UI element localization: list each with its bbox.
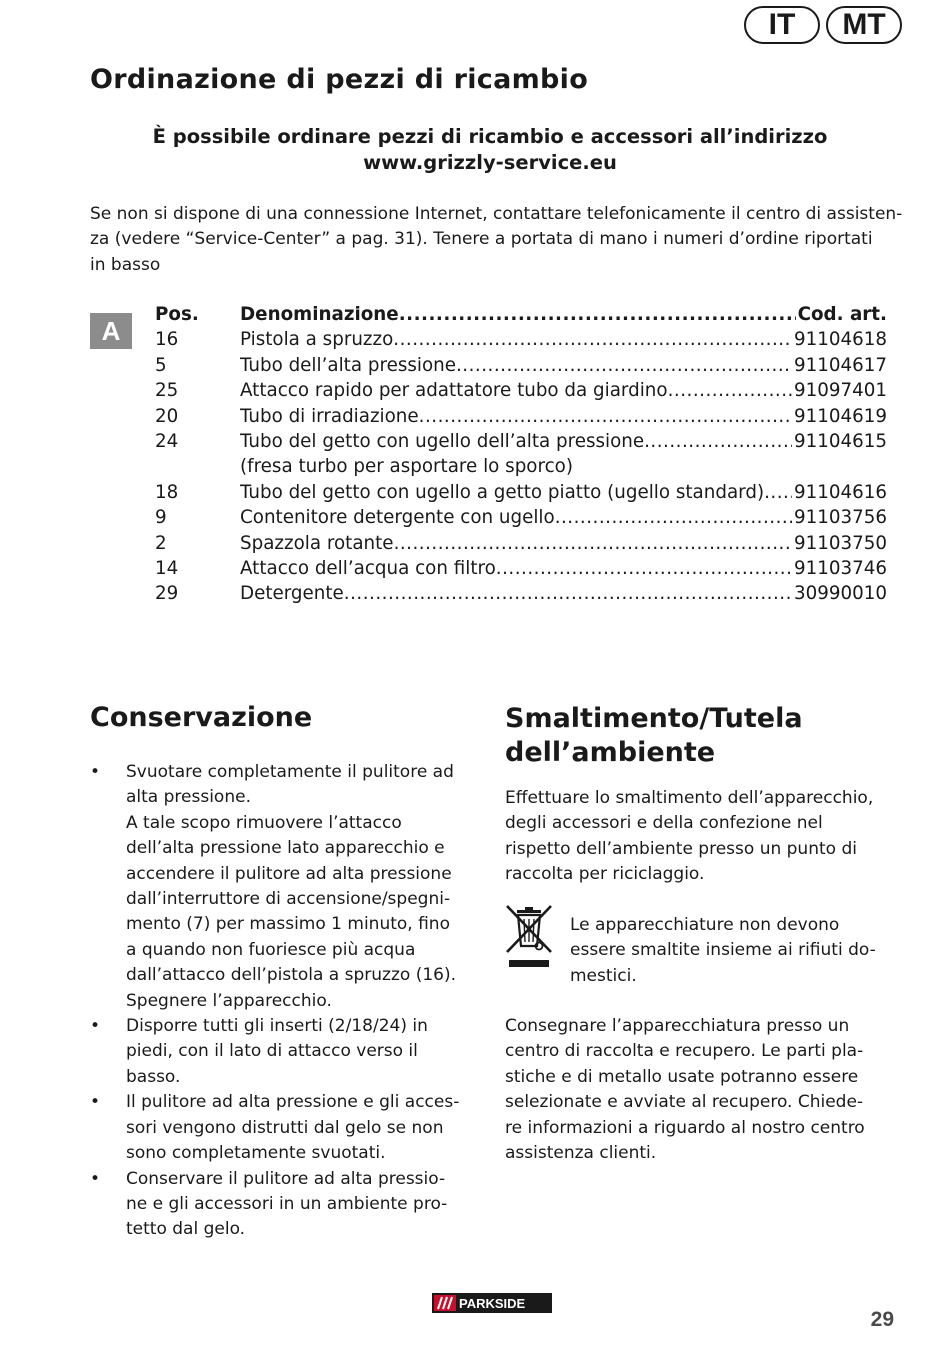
text-line: Conservare il pulitore ad alta pressio- (126, 1168, 446, 1189)
text-line: centro di raccolta e recupero. Le parti pla- (505, 1041, 864, 1062)
row-code: 91097401 (793, 380, 887, 402)
intro-bold-line: È possibile ordinare pezzi di ricambio e accessori all’indirizzo (152, 125, 828, 148)
text-line: raccolta per riciclaggio. (505, 864, 705, 885)
row-name: Tubo del getto con ugello dell’alta pressione (240, 430, 645, 452)
service-website-link[interactable]: www.grizzly-service.eu (363, 151, 617, 174)
row-code: 91104616 (793, 481, 887, 503)
table-header (155, 302, 887, 327)
row-name: Tubo di irradiazione (240, 405, 419, 427)
text-line: Consegnare l’apparecchiatura presso un (505, 1016, 850, 1036)
bullet-point: • (90, 1092, 101, 1113)
table-row (155, 353, 887, 378)
text-line: dall’interruttore di accensione/spegni- (126, 889, 451, 910)
disposal-title-line: dell’ambiente (505, 737, 716, 768)
table-row (155, 378, 887, 403)
text-line: mento (7) per massimo 1 minuto, fino (126, 914, 450, 935)
row-pos: 5 (155, 354, 167, 376)
text-line: accendere il pulitore ad alta pressione (126, 863, 452, 884)
text-line: Se non si dispone di una connessione Internet, contattare telefonicamente il centro di assisten- (90, 204, 903, 224)
figure-label: A (90, 313, 132, 349)
row-pos: 9 (155, 507, 167, 529)
text-line: ne e gli accessori in un ambiente pro- (126, 1193, 448, 1214)
table-row (155, 327, 887, 352)
parkside-logo (432, 1293, 552, 1313)
spare-parts-intro-bold (90, 124, 890, 176)
row-code: 91104619 (793, 405, 887, 427)
bullet-point: • (90, 1168, 101, 1189)
disposal-paragraph-2 (505, 1014, 865, 1166)
text-line: selezionate e avviate al recupero. Chiede- (505, 1092, 864, 1113)
table-row (155, 404, 887, 429)
text-line: degli accessori e della confezione nel (505, 813, 823, 834)
text-line: alta pressione. (126, 787, 251, 808)
text-line: Svuotare completamente il pulitore ad (126, 762, 454, 782)
disposal-paragraph-1 (505, 786, 873, 888)
row-code: 91103750 (793, 532, 887, 554)
text-line: piedi, con il lato di attacco verso il (126, 1041, 418, 1062)
row-code: 91103756 (793, 507, 887, 529)
row-pos: 29 (155, 583, 179, 605)
text-line: sori vengono distrutti dal gelo se non (126, 1117, 444, 1138)
language-badge-mt: MT (826, 6, 902, 44)
text-line: rispetto dell’ambiente presso un punto di (505, 838, 857, 859)
language-badges (744, 6, 902, 44)
text-line: tetto dal gelo. (126, 1219, 246, 1240)
storage-title-text: Conservazione (90, 702, 313, 733)
text-line: re informazioni a riguardo al nostro centro (505, 1117, 865, 1138)
row-pos: 2 (155, 532, 167, 554)
text-line: dell’alta pressione lato apparecchio e (126, 838, 445, 859)
row-code: 91104615 (793, 430, 887, 452)
text-line: dall’attacco dell’pistola a spruzzo (16). (126, 965, 456, 986)
row-name: Tubo del getto con ugello a getto piatto (ugello standard) (240, 481, 765, 503)
list-item (90, 760, 490, 1014)
text-line: assistenza clienti. (505, 1143, 657, 1164)
text-line: Il pulitore ad alta pressione e gli acces- (126, 1092, 460, 1113)
row-code: 91104617 (793, 354, 887, 376)
table-row (155, 429, 887, 454)
spare-parts-table (155, 302, 887, 607)
row-name: Pistola a spruzzo (240, 329, 394, 351)
row-code: 91103746 (793, 557, 887, 579)
list-item (90, 1014, 490, 1090)
storage-title (90, 701, 312, 735)
text-line: Le apparecchiature non devono (570, 915, 840, 935)
text-line: Spegnere l’apparecchio. (126, 990, 332, 1011)
text-line: za (vedere “Service-Center” a pag. 31). Tenere a portata di mano i numeri d’ordine riportati (90, 229, 873, 250)
text-line: stiche e di metallo usate potranno essere (505, 1066, 859, 1087)
text-line: sono completamente svuotati. (126, 1143, 386, 1164)
row-pos: 24 (155, 430, 179, 452)
table-row (155, 505, 887, 530)
row-pos: 25 (155, 380, 179, 402)
disposal-title (505, 702, 803, 770)
bullet-point: • (90, 1016, 101, 1037)
text-line: a quando non fuoriesce più acqua (126, 939, 416, 960)
header-pos: Pos. (155, 304, 199, 325)
row-code: 91104618 (793, 329, 887, 351)
text-line: Effettuare lo smaltimento dell’apparecchio, (505, 788, 874, 808)
disposal-title-line: Smaltimento/Tutela (505, 703, 803, 734)
header-code: Cod. art. (797, 304, 887, 325)
row-name: Tubo dell’alta pressione (240, 354, 456, 376)
text-line: A tale scopo rimuovere l’attacco (126, 812, 402, 833)
row-pos: 14 (155, 557, 179, 579)
weee-notice-text (570, 913, 876, 989)
row-pos: 16 (155, 329, 179, 351)
storage-bullet-list (90, 760, 490, 1243)
table-row-continuation (155, 454, 887, 479)
list-item (90, 1167, 490, 1243)
list-item (90, 1090, 490, 1166)
row-name-continued: (fresa turbo per asportare lo sporco) (240, 456, 573, 478)
row-code: 30990010 (793, 583, 887, 605)
row-name: Attacco dell’acqua con filtro (240, 557, 496, 579)
row-name: Contenitore detergente con ugello (240, 507, 555, 529)
table-row (155, 480, 887, 505)
table-row (155, 581, 887, 606)
brand-name: PARKSIDE (459, 1296, 526, 1311)
text-line: Disporre tutti gli inserti (2/18/24) in (126, 1016, 428, 1037)
row-name: Spazzola rotante (240, 532, 394, 554)
row-pos: 20 (155, 405, 179, 427)
text-line: in basso (90, 254, 161, 275)
bullet-point: • (90, 762, 101, 782)
header-name: Denominazione (240, 304, 399, 325)
spare-parts-intro-text (90, 202, 902, 278)
row-name: Attacco rapido per adattatore tubo da giardino (240, 380, 668, 402)
text-line: basso. (126, 1066, 181, 1087)
page-number: 29 (870, 1308, 894, 1331)
text-line: mestici. (570, 965, 637, 986)
crossed-out-wheelie-bin-icon (503, 902, 555, 968)
row-pos: 18 (155, 481, 179, 503)
table-row (155, 556, 887, 581)
language-badge-it: IT (744, 6, 820, 44)
text-line: essere smaltite insieme ai rifiuti do- (570, 940, 876, 961)
table-row (155, 531, 887, 556)
row-name: Detergente (240, 583, 344, 605)
spare-parts-title: Ordinazione di pezzi di ricambio (90, 64, 589, 95)
